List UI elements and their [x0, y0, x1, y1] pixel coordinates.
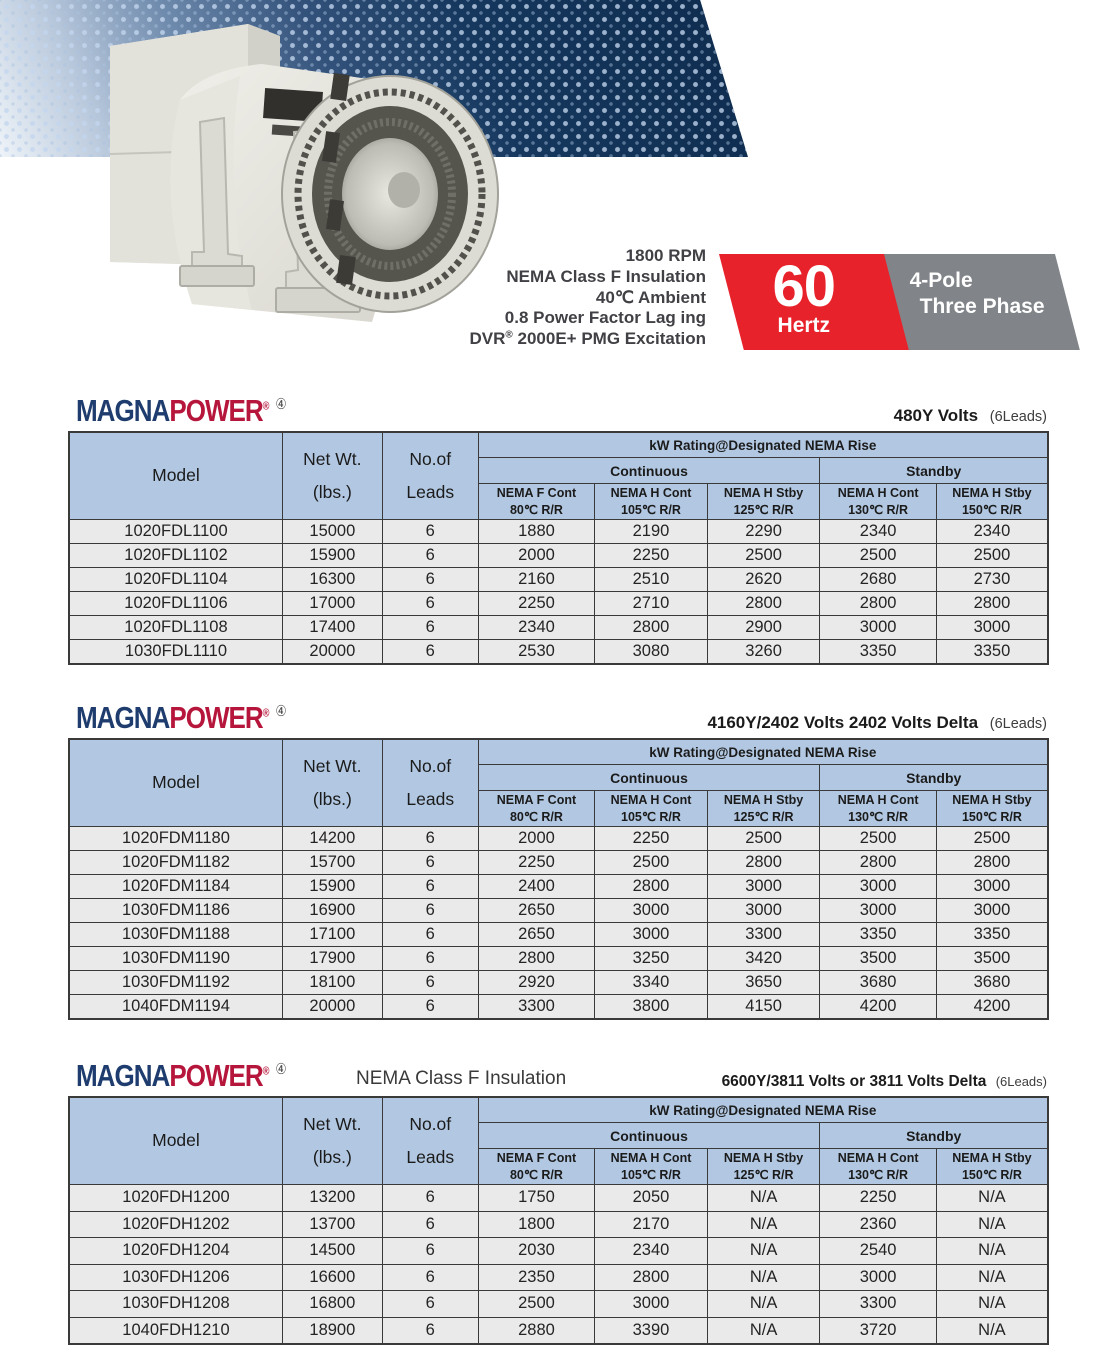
value-cell: 2340	[936, 520, 1048, 544]
table-section-6600y	[68, 1055, 1049, 1345]
value-cell: 3000	[595, 1291, 708, 1318]
value-cell: 3000	[820, 1264, 937, 1291]
value-cell: 6	[382, 995, 478, 1020]
value-cell: 3300	[478, 995, 595, 1020]
value-cell: N/A	[936, 1291, 1048, 1318]
value-cell: 6	[382, 1264, 478, 1291]
model-cell: 1020FDM1182	[69, 851, 282, 875]
value-cell: 2800	[707, 592, 820, 616]
value-cell: 16900	[282, 899, 382, 923]
value-cell: 2800	[595, 875, 708, 899]
value-cell: 6	[382, 1238, 478, 1265]
pole-phase-badge	[884, 254, 1080, 350]
table-section-4160y	[68, 697, 1049, 1020]
value-cell: 6	[382, 851, 478, 875]
table-row	[69, 827, 1048, 851]
value-cell: 2190	[595, 520, 708, 544]
value-cell: 2620	[707, 568, 820, 592]
value-cell: 6	[382, 592, 478, 616]
value-cell: 2000	[478, 544, 595, 568]
col-header-netwt: Net Wt. (lbs.)	[282, 432, 382, 520]
value-cell: N/A	[707, 1291, 820, 1318]
value-cell: 18900	[282, 1317, 382, 1344]
value-cell: 6	[382, 1317, 478, 1344]
value-cell: 6	[382, 971, 478, 995]
model-cell: 1020FDL1104	[69, 568, 282, 592]
rating-table-body	[69, 520, 1048, 665]
col-header-nema-f-cont: NEMA F Cont 80℃ R/R	[478, 484, 595, 520]
value-cell: 2800	[936, 592, 1048, 616]
value-cell: N/A	[936, 1185, 1048, 1212]
value-cell: 2160	[478, 568, 595, 592]
table-row	[69, 923, 1048, 947]
model-cell: 1030FDL1110	[69, 640, 282, 665]
table-row	[69, 544, 1048, 568]
value-cell: 2170	[595, 1211, 708, 1238]
model-cell: 1030FDM1192	[69, 971, 282, 995]
rating-table	[68, 431, 1049, 665]
value-cell: 2710	[595, 592, 708, 616]
value-cell: 2400	[478, 875, 595, 899]
model-cell: 1020FDL1108	[69, 616, 282, 640]
value-cell: 3350	[820, 640, 937, 665]
value-cell: 3000	[820, 899, 937, 923]
value-cell: 3680	[936, 971, 1048, 995]
voltage-title: 480Y Volts	[893, 406, 979, 425]
value-cell: 2800	[478, 947, 595, 971]
table-row	[69, 995, 1048, 1020]
col-header-standby: Standby	[820, 765, 1048, 791]
phase-label: Three Phase	[919, 295, 1045, 318]
col-header-nema-h-cont-105: NEMA H Cont 105℃ R/R	[595, 1149, 708, 1185]
value-cell: 14500	[282, 1238, 382, 1265]
value-cell: 3000	[595, 923, 708, 947]
table-row	[69, 1317, 1048, 1344]
circled-4-mark: ④	[275, 1061, 287, 1078]
value-cell: 2650	[478, 899, 595, 923]
section-note: NEMA Class F Insulation	[356, 1068, 567, 1089]
leads-note: (6Leads)	[989, 409, 1047, 425]
model-cell: 1040FDM1194	[69, 995, 282, 1020]
rating-table	[68, 1096, 1049, 1345]
value-cell: 2250	[478, 592, 595, 616]
col-header-nema-h-cont-130: NEMA H Cont 130℃ R/R	[820, 791, 937, 827]
col-header-netwt: Net Wt. (lbs.)	[282, 739, 382, 827]
value-cell: 2500	[936, 544, 1048, 568]
value-cell: 2730	[936, 568, 1048, 592]
magnapower-logo	[76, 389, 287, 427]
value-cell: 2360	[820, 1211, 937, 1238]
value-cell: 6	[382, 568, 478, 592]
col-header-leads: No.of Leads	[382, 1097, 478, 1185]
col-header-kw-rating: kW Rating@Designated NEMA Rise	[478, 432, 1048, 458]
value-cell: 3000	[936, 616, 1048, 640]
model-cell: 1020FDM1184	[69, 875, 282, 899]
col-header-model: Model	[69, 432, 282, 520]
spec-rpm: 1800 RPM	[625, 246, 706, 265]
logo-magna: MAGNA	[76, 700, 170, 735]
value-cell: 3300	[820, 1291, 937, 1318]
table-row	[69, 1185, 1048, 1212]
value-cell: 3420	[707, 947, 820, 971]
spec-text-block	[380, 246, 706, 350]
value-cell: 4150	[707, 995, 820, 1020]
value-cell: N/A	[707, 1317, 820, 1344]
col-header-nema-f-cont: NEMA F Cont 80℃ R/R	[478, 791, 595, 827]
rating-table-body	[69, 1185, 1048, 1345]
table-row	[69, 971, 1048, 995]
table-row	[69, 640, 1048, 665]
value-cell: 6	[382, 1211, 478, 1238]
circled-4-mark: ④	[275, 396, 287, 413]
value-cell: N/A	[707, 1185, 820, 1212]
value-cell: 6	[382, 544, 478, 568]
logo-power: POWER	[169, 393, 263, 428]
value-cell: 2800	[595, 1264, 708, 1291]
value-cell: 3300	[707, 923, 820, 947]
table-row	[69, 616, 1048, 640]
col-header-nema-h-cont-105: NEMA H Cont 105℃ R/R	[595, 791, 708, 827]
value-cell: 2290	[707, 520, 820, 544]
value-cell: 15900	[282, 544, 382, 568]
value-cell: 3260	[707, 640, 820, 665]
col-header-leads: No.of Leads	[382, 739, 478, 827]
logo-power: POWER	[169, 1058, 263, 1093]
rating-table	[68, 738, 1049, 1020]
value-cell: 2510	[595, 568, 708, 592]
logo-magna: MAGNA	[76, 1058, 170, 1093]
registered-mark: ®	[262, 400, 270, 413]
section-title	[722, 1073, 1047, 1091]
col-header-nema-h-stby-125: NEMA H Stby 125℃ R/R	[707, 791, 820, 827]
value-cell: N/A	[707, 1264, 820, 1291]
value-cell: 6	[382, 947, 478, 971]
value-cell: 14200	[282, 827, 382, 851]
value-cell: 2500	[707, 544, 820, 568]
value-cell: 3000	[820, 875, 937, 899]
value-cell: 20000	[282, 995, 382, 1020]
magnapower-logo	[76, 1054, 287, 1092]
section-header	[68, 1055, 1049, 1096]
value-cell: 3680	[820, 971, 937, 995]
value-cell: 3000	[707, 899, 820, 923]
value-cell: 2920	[478, 971, 595, 995]
value-cell: 2250	[595, 544, 708, 568]
value-cell: 2800	[936, 851, 1048, 875]
value-cell: 2800	[595, 616, 708, 640]
value-cell: 2340	[820, 520, 937, 544]
value-cell: 3000	[820, 616, 937, 640]
value-cell: 3350	[936, 640, 1048, 665]
value-cell: 2800	[820, 592, 937, 616]
col-header-nema-h-cont-130: NEMA H Cont 130℃ R/R	[820, 1149, 937, 1185]
rating-table-body	[69, 827, 1048, 1020]
registered-mark: ®	[262, 707, 270, 720]
value-cell: 13700	[282, 1211, 382, 1238]
table-row	[69, 851, 1048, 875]
table-row	[69, 592, 1048, 616]
col-header-continuous: Continuous	[478, 765, 820, 791]
value-cell: 16800	[282, 1291, 382, 1318]
table-row	[69, 1211, 1048, 1238]
value-cell: 2050	[595, 1185, 708, 1212]
value-cell: 2680	[820, 568, 937, 592]
table-row	[69, 899, 1048, 923]
value-cell: 6	[382, 827, 478, 851]
value-cell: 4200	[936, 995, 1048, 1020]
col-header-model: Model	[69, 1097, 282, 1185]
value-cell: 6	[382, 899, 478, 923]
value-cell: 2880	[478, 1317, 595, 1344]
leads-note: (6Leads)	[995, 1074, 1047, 1089]
value-cell: 1750	[478, 1185, 595, 1212]
value-cell: 2500	[936, 827, 1048, 851]
value-cell: 2500	[478, 1291, 595, 1318]
value-cell: N/A	[936, 1317, 1048, 1344]
value-cell: N/A	[936, 1211, 1048, 1238]
value-cell: 6	[382, 616, 478, 640]
value-cell: 17100	[282, 923, 382, 947]
value-cell: 6	[382, 1185, 478, 1212]
value-cell: 2500	[707, 827, 820, 851]
value-cell: 2500	[820, 827, 937, 851]
voltage-title: 4160Y/2402 Volts 2402 Volts Delta	[707, 713, 979, 732]
value-cell: 3000	[936, 899, 1048, 923]
col-header-standby: Standby	[820, 1123, 1048, 1149]
table-row	[69, 1238, 1048, 1265]
model-cell: 1030FDH1208	[69, 1291, 282, 1318]
model-cell: 1020FDH1202	[69, 1211, 282, 1238]
col-header-nema-h-stby-125: NEMA H Stby 125℃ R/R	[707, 484, 820, 520]
value-cell: 6	[382, 520, 478, 544]
value-cell: 18100	[282, 971, 382, 995]
value-cell: 17000	[282, 592, 382, 616]
value-cell: 3080	[595, 640, 708, 665]
value-cell: 2250	[478, 851, 595, 875]
model-cell: 1030FDH1206	[69, 1264, 282, 1291]
value-cell: 3000	[936, 875, 1048, 899]
value-cell: 6	[382, 1291, 478, 1318]
voltage-title: 6600Y/3811 Volts or 3811 Volts Delta	[721, 1073, 987, 1090]
value-cell: 3500	[820, 947, 937, 971]
spec-excitation: DVR® 2000E+ PMG Excitation	[469, 329, 706, 349]
model-cell: 1020FDL1106	[69, 592, 282, 616]
value-cell: N/A	[707, 1238, 820, 1265]
value-cell: 20000	[282, 640, 382, 665]
value-cell: 3720	[820, 1317, 937, 1344]
value-cell: 15900	[282, 875, 382, 899]
value-cell: 2000	[478, 827, 595, 851]
value-cell: 1800	[478, 1211, 595, 1238]
section-header	[68, 697, 1049, 738]
spec-ambient: 40℃ Ambient	[595, 287, 706, 307]
table-row	[69, 568, 1048, 592]
col-header-nema-h-stby-150: NEMA H Stby 150℃ R/R	[936, 791, 1048, 827]
registered-mark: ®	[262, 1065, 270, 1078]
value-cell: 2500	[595, 851, 708, 875]
col-header-continuous: Continuous	[478, 1123, 820, 1149]
col-header-nema-h-stby-150: NEMA H Stby 150℃ R/R	[936, 1149, 1048, 1185]
value-cell: 3500	[936, 947, 1048, 971]
value-cell: 15700	[282, 851, 382, 875]
value-cell: 2250	[820, 1185, 937, 1212]
value-cell: N/A	[936, 1264, 1048, 1291]
value-cell: 17900	[282, 947, 382, 971]
value-cell: N/A	[707, 1211, 820, 1238]
model-cell: 1030FDM1188	[69, 923, 282, 947]
col-header-continuous: Continuous	[478, 458, 820, 484]
model-cell: 1020FDL1102	[69, 544, 282, 568]
hertz-badge	[719, 254, 911, 350]
value-cell: 16600	[282, 1264, 382, 1291]
col-header-nema-f-cont: NEMA F Cont 80℃ R/R	[478, 1149, 595, 1185]
section-title	[707, 713, 1047, 733]
value-cell: 2350	[478, 1264, 595, 1291]
value-cell: 2650	[478, 923, 595, 947]
value-cell: 2500	[820, 544, 937, 568]
value-cell: 2540	[820, 1238, 937, 1265]
value-cell: 3650	[707, 971, 820, 995]
value-cell: 13200	[282, 1185, 382, 1212]
col-header-kw-rating: kW Rating@Designated NEMA Rise	[478, 1097, 1048, 1123]
model-cell: 1040FDH1210	[69, 1317, 282, 1344]
value-cell: 3340	[595, 971, 708, 995]
value-cell: 3250	[595, 947, 708, 971]
col-header-standby: Standby	[820, 458, 1048, 484]
model-cell: 1020FDL1100	[69, 520, 282, 544]
model-cell: 1020FDH1200	[69, 1185, 282, 1212]
model-cell: 1020FDM1180	[69, 827, 282, 851]
value-cell: 3800	[595, 995, 708, 1020]
spec-insulation: NEMA Class F Insulation	[506, 266, 706, 286]
value-cell: 6	[382, 640, 478, 665]
logo-power: POWER	[169, 700, 263, 735]
value-cell: 2030	[478, 1238, 595, 1265]
table-row	[69, 875, 1048, 899]
col-header-nema-h-cont-105: NEMA H Cont 105℃ R/R	[595, 484, 708, 520]
col-header-kw-rating: kW Rating@Designated NEMA Rise	[478, 739, 1048, 765]
model-cell: 1020FDH1204	[69, 1238, 282, 1265]
col-header-nema-h-cont-130: NEMA H Cont 130℃ R/R	[820, 484, 937, 520]
value-cell: 2250	[595, 827, 708, 851]
value-cell: 3000	[707, 875, 820, 899]
table-section-480y	[68, 390, 1049, 665]
hertz-label: Hertz	[777, 314, 831, 337]
value-cell: 1880	[478, 520, 595, 544]
circled-4-mark: ④	[275, 703, 287, 720]
value-cell: 2530	[478, 640, 595, 665]
leads-note: (6Leads)	[989, 716, 1047, 732]
hertz-value: 60	[772, 254, 836, 319]
pole-label: 4-Pole	[909, 269, 973, 292]
table-row	[69, 947, 1048, 971]
value-cell: 3350	[936, 923, 1048, 947]
logo-magna: MAGNA	[76, 393, 170, 428]
value-cell: 2340	[595, 1238, 708, 1265]
model-cell: 1030FDM1190	[69, 947, 282, 971]
col-header-leads: No.of Leads	[382, 432, 478, 520]
value-cell: 6	[382, 923, 478, 947]
model-cell: 1030FDM1186	[69, 899, 282, 923]
col-header-nema-h-stby-125: NEMA H Stby 125℃ R/R	[707, 1149, 820, 1185]
value-cell: 17400	[282, 616, 382, 640]
value-cell: 4200	[820, 995, 937, 1020]
table-row	[69, 520, 1048, 544]
value-cell: 15000	[282, 520, 382, 544]
value-cell: 2340	[478, 616, 595, 640]
value-cell: 2800	[820, 851, 937, 875]
col-header-nema-h-stby-150: NEMA H Stby 150℃ R/R	[936, 484, 1048, 520]
value-cell: 2800	[707, 851, 820, 875]
value-cell: 3390	[595, 1317, 708, 1344]
top-banner	[0, 0, 1105, 400]
value-cell: 16300	[282, 568, 382, 592]
value-cell: 3350	[820, 923, 937, 947]
col-header-model: Model	[69, 739, 282, 827]
value-cell: 2900	[707, 616, 820, 640]
table-row	[69, 1291, 1048, 1318]
value-cell: N/A	[936, 1238, 1048, 1265]
spec-power-factor: 0.8 Power Factor Lag ing	[504, 308, 706, 328]
magnapower-logo	[76, 696, 287, 734]
value-cell: 6	[382, 875, 478, 899]
value-cell: 3000	[595, 899, 708, 923]
section-title	[894, 406, 1047, 426]
table-row	[69, 1264, 1048, 1291]
section-header	[68, 390, 1049, 431]
col-header-netwt: Net Wt. (lbs.)	[282, 1097, 382, 1185]
